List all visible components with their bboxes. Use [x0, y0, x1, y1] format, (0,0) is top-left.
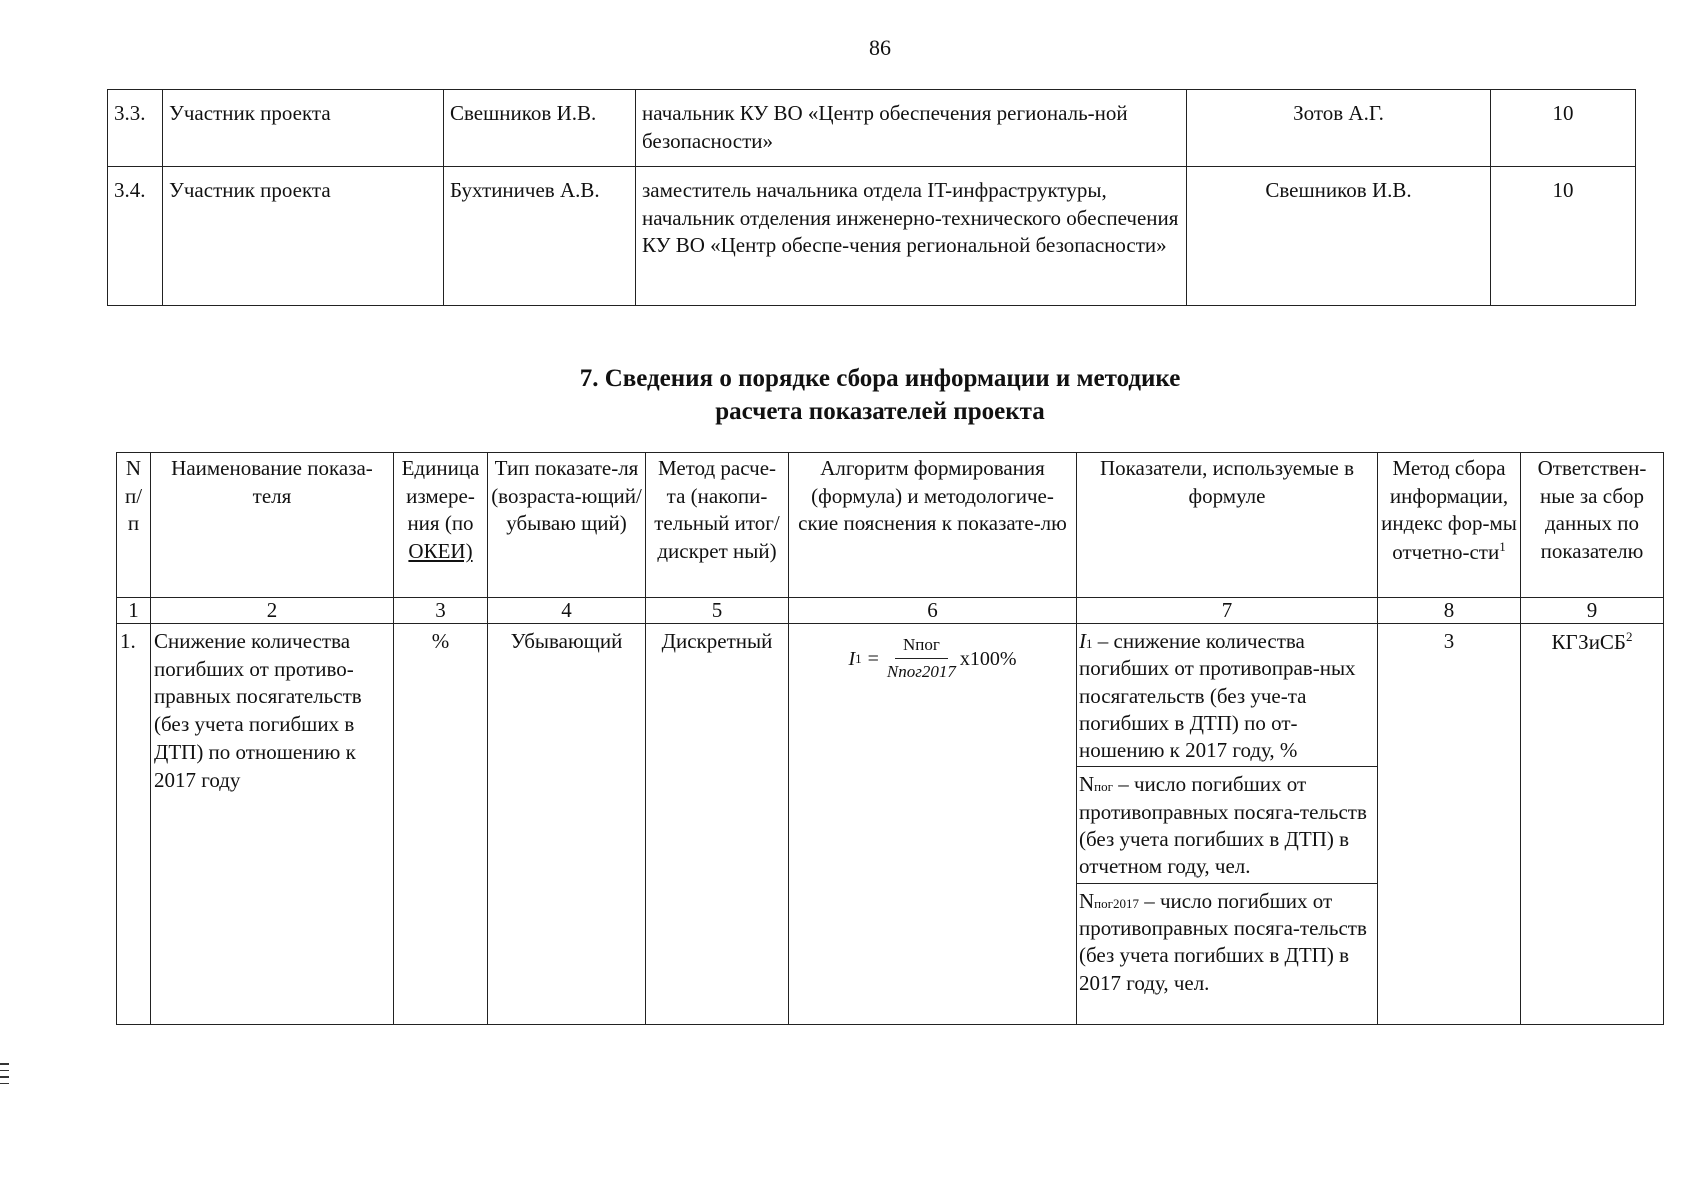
supervisor-cell: Свешников И.В.	[1187, 167, 1491, 306]
col-number: 8	[1378, 598, 1521, 624]
table-header-row	[117, 453, 1664, 598]
col-number: 4	[488, 598, 646, 624]
indicator-method: Дискретный	[646, 624, 789, 1025]
variable-text: – число погибших от противоправных посяга-тельств (без учета погибших в ДТП) в отчетном году, чел.	[1079, 772, 1367, 879]
header-collection-text: Метод сбора информации, индекс фор-мы отчетно-сти	[1381, 456, 1517, 565]
load-cell: 10	[1491, 167, 1636, 306]
variable-sub: 1	[1086, 636, 1093, 651]
variable-text: – снижение количества погибших от противоправ-ных посягательств (без уче-та погибших в ДТП) по от-ношению к 2017 году, %	[1079, 629, 1356, 763]
col-number: 3	[394, 598, 488, 624]
header-formula-vars: Показатели, используемые в формуле	[1077, 453, 1378, 598]
variable-sub: пог2017	[1094, 895, 1139, 911]
name-cell: Свешников И.В.	[444, 90, 636, 167]
table-row	[108, 167, 1636, 306]
project-team-table	[107, 89, 1636, 306]
header-algorithm: Алгоритм формирования (формула) и методологиче-ские пояснения к показате-лю	[789, 453, 1077, 598]
formula-variable	[1077, 766, 1377, 882]
row-number: 3.3.	[108, 90, 163, 167]
table-row	[108, 90, 1636, 167]
responsible-text: КГЗиСБ	[1551, 630, 1626, 654]
supervisor-cell: Зотов А.Г.	[1187, 90, 1491, 167]
indicator-name: Снижение количества погибших от противо-правных посягательств (без учета погибших в ДТП) по отношению к 2017 году	[151, 624, 394, 1025]
variable-text: – число погибших от противоправных посяга-тельств (без учета погибших в ДТП) в 2017 году, чел.	[1079, 888, 1367, 995]
variable-sub: пог	[1094, 779, 1113, 795]
role-cell: Участник проекта	[163, 90, 444, 167]
row-number: 3.4.	[108, 167, 163, 306]
indicator-table	[116, 452, 1664, 1025]
variable-symbol: I	[1079, 629, 1086, 653]
col-number: 2	[151, 598, 394, 624]
header-responsible: Ответствен-ные за сбор данных по показателю	[1521, 453, 1664, 598]
footnote-mark: 1	[1499, 539, 1506, 555]
position-cell: начальник КУ ВО «Центр обеспечения региональ-ной безопасности»	[636, 90, 1187, 167]
formula-variable	[1077, 883, 1377, 999]
column-numbers-row	[117, 598, 1664, 624]
header-unit-text: Единица измере-ния (по	[401, 456, 480, 536]
header-method: Метод расче-та (накопи-тельный итог/дискрет ный)	[646, 453, 789, 598]
margin-marks	[0, 1063, 10, 1089]
name-cell: Бухтиничев А.В.	[444, 167, 636, 306]
footnote-mark: 2	[1626, 629, 1633, 644]
formula-lhs: I	[848, 647, 856, 670]
formula-lhs-sub: 1	[855, 651, 862, 667]
col-number: 5	[646, 598, 789, 624]
header-collection	[1378, 453, 1521, 598]
section-title-line1: 7. Сведения о порядке сбора информации и методике	[579, 365, 1181, 392]
col-number: 6	[789, 598, 1077, 624]
collection-method: 3	[1378, 624, 1521, 1025]
table-row	[117, 624, 1664, 1025]
formula-eq: =	[867, 647, 879, 670]
formula-variable	[1077, 624, 1377, 766]
formula-fraction	[887, 634, 956, 684]
formula	[792, 634, 1073, 684]
header-unit	[394, 453, 488, 598]
formula-denominator: Nпог2017	[886, 662, 956, 682]
section-title-line2: расчета показателей проекта	[715, 397, 1045, 425]
load-cell: 10	[1491, 90, 1636, 167]
header-unit-okei: ОКЕИ)	[408, 539, 473, 564]
col-number: 7	[1077, 598, 1378, 624]
indicator-type: Убывающий	[488, 624, 646, 1025]
variable-symbol: N	[1079, 888, 1095, 913]
responsible	[1521, 624, 1664, 1025]
formula-variables	[1077, 624, 1378, 1025]
indicator-unit: %	[394, 624, 488, 1025]
header-type: Тип показате-ля (возраста-ющий/убываю щий)	[488, 453, 646, 598]
col-number: 9	[1521, 598, 1664, 624]
indicator-formula	[789, 624, 1077, 1025]
row-number: 1.	[117, 624, 151, 1025]
header-num: N п/п	[117, 453, 151, 598]
header-name: Наименование показа-теля	[151, 453, 394, 598]
role-cell: Участник проекта	[163, 167, 444, 306]
formula-tail: x100%	[959, 647, 1017, 670]
position-cell: заместитель начальника отдела IT-инфраструктуры, начальник отделения инженерно-технического обеспечения КУ ВО «Центр обеспе-чения региональной безопасности»	[636, 167, 1187, 306]
variable-symbol: N	[1079, 772, 1095, 797]
formula-numerator: Nпог	[895, 634, 948, 659]
section-title	[440, 363, 1320, 428]
col-number: 1	[117, 598, 151, 624]
page-number: 86	[869, 35, 891, 60]
